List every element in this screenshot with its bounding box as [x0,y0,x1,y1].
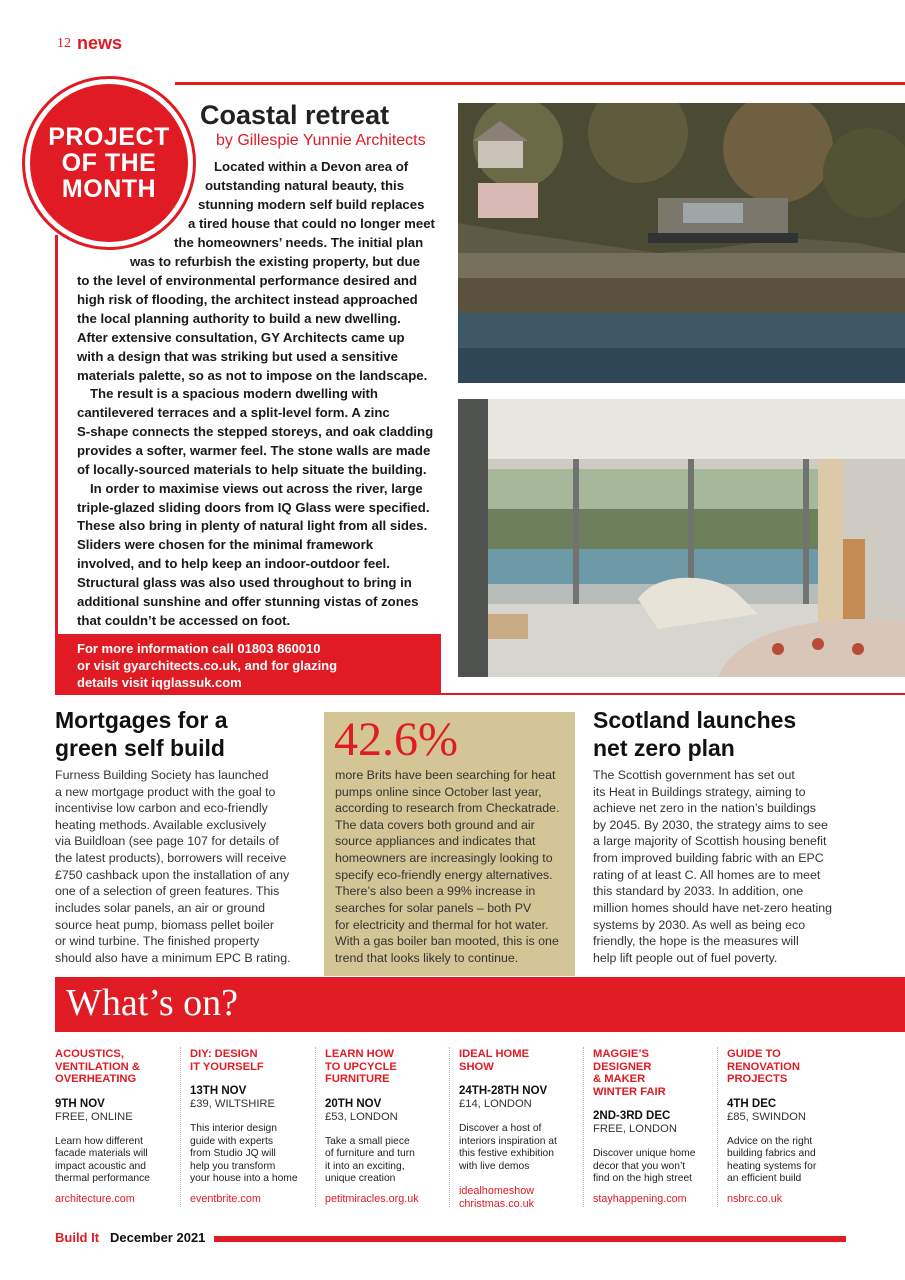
event-card [55,1048,177,1205]
body-line: that couldn’t be accessed on foot. [77,613,291,628]
event-card [593,1048,715,1205]
body-line: source appliances and indicates that [335,834,536,848]
body-line: to the level of environmental performance desired and [77,273,418,288]
exterior-photo [458,103,905,383]
body-line: or wind turbine. The finished property [55,934,260,948]
event-heading-line: OVERHEATING [55,1073,137,1085]
body-line: includes solar panels, an air or ground [55,901,266,915]
mortgages-heading [55,706,228,762]
divider [180,1047,181,1207]
heading-line: net zero plan [593,735,735,761]
body-line: £750 cashback upon the installation of any [55,868,290,882]
body-line: the local planning authority to build a new dwelling. [77,311,401,326]
body-line: After extensive consultation, GY Architects came up [77,330,405,345]
event-desc-line: building fabrics and [727,1148,816,1160]
heading-line: Mortgages for a [55,707,228,733]
event-desc-line: This interior design [190,1123,277,1134]
event-heading-line: & MAKER [593,1073,646,1085]
body-line: Furness Building Society has launched [55,768,269,782]
event-desc-line: decor that you won’t [593,1160,686,1172]
body-line: a large majority of Scottish housing benefit [593,834,827,848]
event-desc-line: guide with experts [190,1135,273,1147]
body-line: of locally-sourced materials to help situate the building. [77,462,427,477]
body-line: searches for solar panels – both PV [335,901,532,915]
event-heading-line: DIY: DESIGN [190,1048,258,1060]
event-desc-line: of furniture and turn [325,1148,415,1160]
event-date: 13TH NOV [190,1085,247,1097]
body-line: for electricity and thermal for hot water. [335,918,549,932]
body-line: heating methods. Available exclusively [55,818,267,832]
body-line: was to refurbish the existing property, but due [130,254,420,269]
body-line: help lift people out of fuel poverty. [593,951,778,965]
event-card [727,1048,849,1205]
event-link[interactable]: architecture.com [55,1193,135,1205]
body-line: systems by 2030. As well as being eco [593,918,806,932]
body-line: pumps online since October last year, [335,785,542,799]
event-card [325,1048,447,1205]
event-link[interactable]: petitmiracles.org.uk [325,1193,419,1205]
body-line: rating of at least C. All homes are to meet [593,868,821,882]
whats-on-title: What’s on? [66,982,239,1024]
event-desc-line: facade materials will [55,1148,148,1160]
event-link[interactable]: idealhomeshow [459,1185,535,1198]
badge-line: MONTH [61,175,157,203]
body-line: via Buildloan (see page 107 for details of [55,834,279,848]
body-line: provides a softer, warmer feel. The stone walls are made [77,443,431,458]
body-line: the latest products), borrowers will receive [55,851,287,865]
event-heading-line: ACOUSTICS, [55,1048,124,1060]
body-line: a tired house that could no longer meet [188,216,435,231]
event-date: 4TH DEC [727,1097,777,1110]
event-heading-line: IT YOURSELF [190,1060,264,1073]
event-card [459,1048,581,1210]
event-heading-line: LEARN HOW [325,1048,394,1060]
scotland-heading [593,706,796,762]
body-line: With a gas boiler ban mooted, this is one [335,934,559,948]
contact-info-box [55,634,441,695]
body-line: achieve net zero in the nation’s buildings [593,801,816,815]
event-desc-line: Take a small piece [325,1135,410,1147]
event-heading-line: VENTILATION & [55,1060,140,1073]
event-desc-line: from Studio JQ will [190,1148,276,1160]
body-line: In order to maximise views out across the river, large [90,481,423,496]
event-desc-line: with live demos [459,1160,530,1172]
event-desc-line: this festive exhibition [459,1148,555,1160]
body-line: Structural glass was also used throughout to bring in [77,575,412,590]
event-desc-line: an efficient build [727,1173,802,1185]
body-line: high risk of flooding, the architect instead approached [77,292,418,307]
body-line: Sliders were chosen for the minimal framework [77,537,374,552]
project-of-month-badge [22,76,196,250]
body-line: according to research from Checkatrade. [335,801,560,815]
body-line: additional sunshine and offer stunning vistas of zones [77,594,419,609]
event-link[interactable]: christmas.co.uk [459,1197,534,1210]
event-date: 24TH-28TH NOV [459,1085,548,1097]
badge-line: OF THE [61,149,157,177]
interior-photo [458,399,905,677]
event-date: 2ND-3RD DEC [593,1110,671,1122]
body-line: a new mortgage product with the goal to [55,785,276,799]
event-price-location: £53, LONDON [325,1110,398,1123]
body-line: the homeowners’ needs. The initial plan [174,235,424,250]
body-line: million homes should have net-zero heating [593,901,833,915]
body-line: These also bring in plenty of natural light from all sides. [77,518,428,533]
body-line: more Brits have been searching for heat [335,768,556,782]
event-price-location: £85, SWINDON [727,1110,806,1123]
event-heading-line: TO UPCYCLE [325,1060,397,1073]
body-line: with a design that was striking but used a sensitive [77,349,398,364]
body-line: There’s also been a 99% increase in [335,884,536,898]
divider [315,1047,316,1207]
event-link[interactable]: eventbrite.com [190,1193,261,1205]
event-desc-line: thermal performance [55,1173,150,1185]
event-desc-line: Advice on the right [727,1135,813,1147]
body-line: The data covers both ground and air [335,818,535,832]
divider [175,82,905,85]
event-heading-line: WINTER FAIR [593,1085,666,1098]
event-desc-line: Discover a host of [459,1123,542,1134]
article-byline: by Gillespie Yunnie Architects [216,132,426,149]
event-heading-line: FURNITURE [325,1073,390,1085]
stat-figure: 42.6% [334,713,458,766]
body-line: involved, and to help keep an indoor-outdoor feel. [77,556,390,571]
event-price-location: FREE, LONDON [593,1123,677,1135]
section-label: news [77,33,123,53]
event-desc-line: impact acoustic and [55,1160,147,1172]
event-date: 20TH NOV [325,1097,382,1110]
body-line: homeowners are increasingly looking to [335,851,553,865]
event-heading-line: IDEAL HOME [459,1048,530,1060]
event-heading-line: RENOVATION [727,1060,800,1073]
body-line: Located within a Devon area of [214,159,409,174]
body-line: from improved building fabric with an EPC [593,851,824,865]
divider [583,1047,584,1207]
event-desc-line: heating systems for [727,1160,817,1172]
event-desc-line: Learn how different [55,1135,143,1147]
cta-line: or visit gyarchitects.co.uk, and for glazing [77,658,338,673]
badge-line: PROJECT [48,123,170,151]
event-desc-line: your house into a home [190,1173,298,1185]
event-card [190,1048,312,1205]
body-line: cantilevered terraces and a split-level form. A zinc [77,405,390,420]
page-number: 12 [57,36,71,51]
footer-brand: Build It [55,1230,100,1245]
heading-line: Scotland launches [593,707,797,733]
event-heading-line: SHOW [459,1060,494,1073]
body-line: The Scottish government has set out [593,768,795,782]
body-line: triple-glazed sliding doors from IQ Glass were specified. [77,500,430,515]
body-line: specify eco-friendly energy alternatives. [335,868,553,882]
divider [441,693,905,695]
event-price-location: FREE, ONLINE [55,1110,133,1123]
event-desc-line: Discover unique home [593,1148,696,1159]
event-price-location: £39, WILTSHIRE [190,1098,275,1110]
body-line: friendly, the hope is the measures will [593,934,799,948]
body-line: by 2045. By 2030, the strategy aims to see [593,818,828,832]
event-desc-line: help you transform [190,1160,276,1172]
body-line: stunning modern self build replaces [198,197,425,212]
body-line: this standard by 2033. In addition, one [593,884,804,898]
event-desc-line: interiors inspiration at [459,1135,557,1147]
cta-line: details visit iqglassuk.com [77,675,242,690]
event-heading-line: DESIGNER [593,1060,652,1073]
event-heading-line: MAGGIE’S [593,1048,649,1060]
divider [717,1047,718,1207]
event-link[interactable]: stayhappening.com [593,1193,687,1205]
body-line: incentivise low carbon and eco-friendly [55,801,268,815]
body-line: outstanding natural beauty, this [205,178,405,193]
event-price-location: £14, LONDON [459,1098,532,1110]
event-date: 9TH NOV [55,1097,105,1110]
event-desc-line: find on the high street [593,1173,693,1185]
divider [449,1047,450,1207]
body-line: The result is a spacious modern dwelling with [90,386,378,401]
cta-line: For more information call 01803 860010 [77,641,321,656]
body-line: trend that looks likely to continue. [335,951,519,965]
body-line: materials palette, so as not to impose on the landscape. [77,368,428,383]
body-line: source heat pump, biomass pellet boiler [55,918,275,932]
event-link[interactable]: nsbrc.co.uk [727,1193,783,1205]
body-line: its Heat in Buildings strategy, aiming to [593,785,806,799]
article-title: Coastal retreat [200,100,390,130]
divider [55,235,58,695]
heading-line: green self build [55,735,225,761]
body-line: S-shape connects the stepped storeys, and oak cladding [77,424,434,439]
footer-issue: December 2021 [110,1230,206,1245]
body-line: should also have a minimum EPC B rating. [55,951,291,965]
body-line: one of a selection of green features. This [55,884,280,898]
event-heading-line: PROJECTS [727,1073,788,1085]
event-heading-line: GUIDE TO [727,1048,781,1060]
event-desc-line: unique creation [325,1173,396,1185]
event-desc-line: it into an exciting, [325,1160,405,1172]
divider [214,1236,846,1242]
